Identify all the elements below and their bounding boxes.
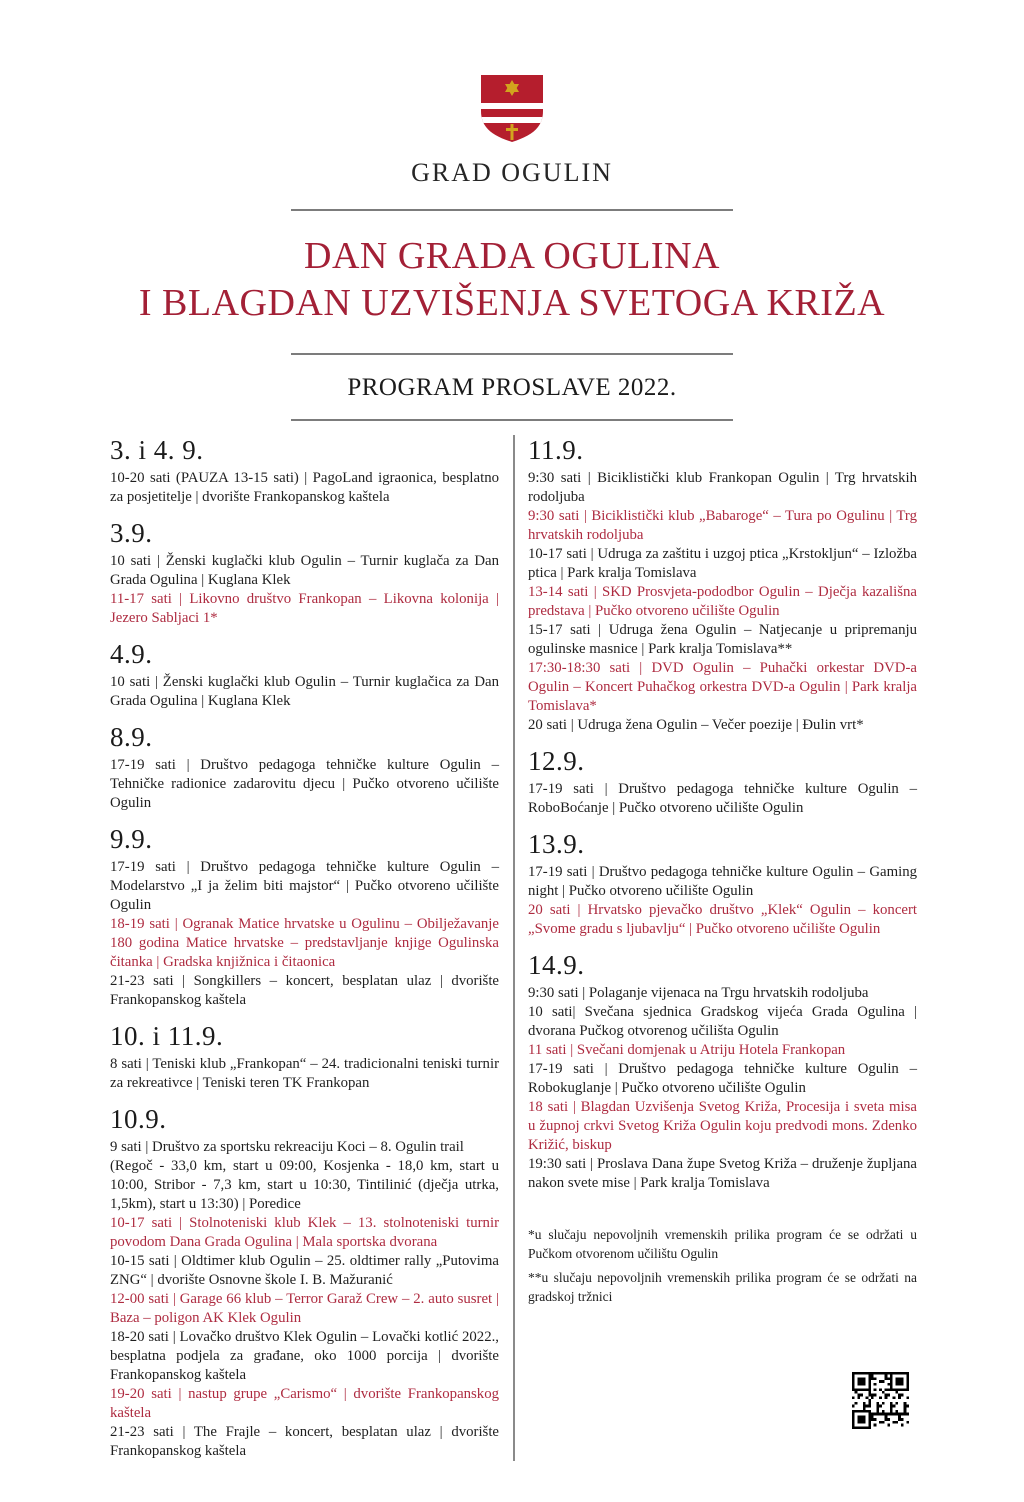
- day-heading: 14.9.: [528, 950, 585, 980]
- event-entry: 19-20 sati | nastup grupe „Carismo“ | dvorište Frankopanskog kaštela: [110, 1386, 499, 1421]
- event-entry: 10 sati | Ženski kuglački klub Ogulin – Turnir kuglača za Dan Grada Ogulina | Kuglana Klek: [110, 553, 499, 588]
- program-day: [110, 1021, 499, 1093]
- page-title-line1: DAN GRADA OGULINA: [304, 235, 720, 277]
- event-entry: 10 sati| Svečana sjednica Gradskog vijeća Grada Ogulina | dvorana Pučkog otvorenog učilišta Ogulin: [528, 1004, 917, 1039]
- day-heading: 9.9.: [110, 824, 153, 854]
- event-entry: 21-23 sati | Songkillers – koncert, besplatan ulaz | dvorište Frankopanskog kaštela: [110, 973, 499, 1008]
- program-day: [528, 950, 917, 1193]
- event-entry: 13-14 sati | SKD Prosvjeta-pododbor Ogulin – Dječja kazališna predstava | Pučko otvoreno učilište Ogulin: [528, 584, 917, 619]
- day-events: [110, 756, 499, 813]
- event-entry: 10-20 sati (PAUZA 13-15 sati) | PagoLand igraonica, besplatno za posjetitelje | dvorište Frankopanskog kaštela: [110, 470, 499, 505]
- event-entry: 10-15 sati | Oldtimer klub Ogulin – 25. oldtimer rally „Putovima ZNG“ | dvorište Osnovne škole I. B. Mažuranić: [110, 1253, 499, 1288]
- program-column-left: [110, 435, 515, 1461]
- program-day: [110, 639, 499, 711]
- program-day: [528, 829, 917, 939]
- footnotes: [528, 1225, 917, 1306]
- event-entry: 11 sati | Svečani domjenak u Atriju Hotela Frankopan: [528, 1042, 846, 1058]
- day-events: [528, 780, 917, 818]
- day-heading: 10. i 11.9.: [110, 1021, 224, 1051]
- event-entry: 18-19 sati | Ogranak Matice hrvatske u Ogulinu – Obilježavanje 180 godina Matice hrvatske – predstavljanje knjige Ogulinska čitanka | Gradska knjižnica i čitaonica: [110, 916, 499, 970]
- poster-page: [0, 74, 1024, 1502]
- page-title-line2: I BLAGDAN UZVIŠENJA SVETOGA KRIŽA: [138, 282, 886, 324]
- divider-top: [291, 209, 733, 211]
- event-entry: 10-17 sati | Udruga za zaštitu i uzgoj ptica „Krstokljun“ – Izložba ptica | Park kralja Tomislava: [528, 546, 917, 581]
- day-events: [110, 1055, 499, 1093]
- day-events: [528, 469, 917, 735]
- city-coat-of-arms-icon: [480, 74, 544, 143]
- day-heading: 12.9.: [528, 746, 585, 776]
- event-entry: 11-17 sati | Likovno društvo Frankopan – Likovna kolonija | Jezero Sabljaci 1*: [110, 591, 499, 626]
- footnote: *u slučaju nepovoljnih vremenskih prilika program će se održati u Pučkom otvorenom učilištu Ogulin: [528, 1227, 917, 1261]
- program-day: [110, 435, 499, 507]
- day-heading: 10.9.: [110, 1104, 167, 1134]
- event-entry: 17-19 sati | Društvo pedagoga tehničke kulture Ogulin – Modelarstvo „I ja želim biti majstor“ | Pučko otvoreno učilište Ogulin: [110, 859, 499, 913]
- page-title: [0, 233, 1024, 327]
- org-name: GRAD OGULIN: [411, 158, 613, 187]
- event-entry: 10-17 sati | Stolnoteniski klub Klek – 13. stolnoteniski turnir povodom Dana Grada Ogulina | Mala sportska dvorana: [110, 1215, 499, 1250]
- event-entry: 20 sati | Hrvatsko pjevačko društvo „Klek“ Ogulin – koncert „Svome gradu s ljubavlju“ | Pučko otvoreno učilište Ogulin: [528, 902, 917, 937]
- day-heading: 3.9.: [110, 518, 153, 548]
- day-events: [110, 552, 499, 628]
- day-events: [110, 1138, 499, 1461]
- day-heading: 11.9.: [528, 435, 584, 465]
- divider-middle: [291, 353, 733, 355]
- program-subtitle: PROGRAM PROSLAVE 2022.: [347, 374, 677, 401]
- program-day: [110, 518, 499, 628]
- day-heading: 8.9.: [110, 722, 153, 752]
- event-entry: 9:30 sati | Biciklistički klub „Babaroge“ – Tura po Ogulinu | Trg hrvatskih rodoljuba: [528, 508, 917, 543]
- program-day: [110, 1104, 499, 1461]
- event-entry: 12-00 sati | Garage 66 klub – Terror Garaž Crew – 2. auto susret | Baza – poligon AK Klek Ogulin: [110, 1291, 499, 1326]
- program-day: [528, 746, 917, 818]
- event-entry: 8 sati | Teniski klub „Frankopan“ – 24. tradicionalni teniski turnir za rekreativce | Teniski teren TK Frankopan: [110, 1056, 499, 1091]
- event-entry: 17-19 sati | Društvo pedagoga tehničke kulture Ogulin – Tehničke radionice zadarovitu djecu | Pučko otvoreno učilište Ogulin: [110, 757, 499, 811]
- event-entry: 17-19 sati | Društvo pedagoga tehničke kulture Ogulin – Robokuglanje | Pučko otvoreno učilište Ogulin: [528, 1061, 917, 1096]
- event-entry: 17:30-18:30 sati | DVD Ogulin – Puhački orkestar DVD-a Ogulin – Koncert Puhačkog orkestra DVD-a Ogulin | Park kralja Tomislava*: [528, 660, 917, 714]
- event-entry: 15-17 sati | Udruga žena Ogulin – Natjecanje u pripremanju ogulinske masnice | Park kralja Tomislava**: [528, 622, 917, 657]
- event-entry: 18-20 sati | Lovačko društvo Klek Ogulin – Lovački kotlić 2022., besplatna podjela za građane, oko 1000 porcija | dvorište Frankopanskog kaštela: [110, 1329, 499, 1383]
- footnote: **u slučaju nepovoljnih vremenskih prilika program će se održati na gradskoj tržnici: [528, 1270, 917, 1304]
- event-entry: 17-19 sati | Društvo pedagoga tehničke kulture Ogulin – RoboBoćanje | Pučko otvoreno učilište Ogulin: [528, 781, 917, 816]
- day-events: [110, 858, 499, 1010]
- day-heading: 3. i 4. 9.: [110, 435, 204, 465]
- event-entry: 9 sati | Društvo za sportsku rekreaciju Koci – 8. Ogulin trail: [110, 1139, 464, 1155]
- event-entry: 9:30 sati | Polaganje vijenaca na Trgu hrvatskih rodoljuba: [528, 985, 869, 1001]
- event-entry: 9:30 sati | Biciklistički klub Frankopan Ogulin | Trg hrvatskih rodoljuba: [528, 470, 917, 505]
- day-events: [110, 673, 499, 711]
- program-day: [110, 722, 499, 813]
- day-heading: 4.9.: [110, 639, 153, 669]
- day-events: [110, 469, 499, 507]
- program-section: [110, 435, 917, 1461]
- program-day: [110, 824, 499, 1010]
- day-heading: 13.9.: [528, 829, 585, 859]
- program-column-right: [515, 435, 917, 1461]
- program-day: [528, 435, 917, 735]
- program-days-right: [528, 435, 917, 1193]
- event-entry: 20 sati | Udruga žena Ogulin – Večer poezije | Đulin vrt*: [528, 717, 864, 733]
- event-entry: 19:30 sati | Proslava Dana župe Svetog Križa – druženje župljana nakon svete mise | Park kralja Tomislava: [528, 1156, 917, 1191]
- event-entry: 10 sati | Ženski kuglački klub Ogulin – Turnir kuglačica za Dan Grada Ogulina | Kuglana Klek: [110, 674, 499, 709]
- qr-code: [852, 1372, 909, 1429]
- event-entry: 21-23 sati | The Frajle – koncert, besplatan ulaz | dvorište Frankopanskog kaštela: [110, 1424, 499, 1459]
- day-events: [528, 984, 917, 1193]
- divider-bottom: [291, 419, 733, 421]
- day-events: [528, 863, 917, 939]
- event-entry: 18 sati | Blagdan Uzvišenja Svetog Križa, Procesija i sveta misa u župnoj crkvi Svetog Križa Ogulin koju predvodi mons. Zdenko Križić, biskup: [528, 1099, 917, 1153]
- event-entry: 17-19 sati | Društvo pedagoga tehničke kulture Ogulin – Gaming night | Pučko otvoreno učilište Ogulin: [528, 864, 917, 899]
- event-entry: (Regoč - 33,0 km, start u 09:00, Kosjenka - 18,0 km, start u 10:00, Stribor - 7,3 km, start u 10:30, Tintilinić (dječja utrka, 1,5km), start u 13:30) | Poredice: [110, 1158, 499, 1212]
